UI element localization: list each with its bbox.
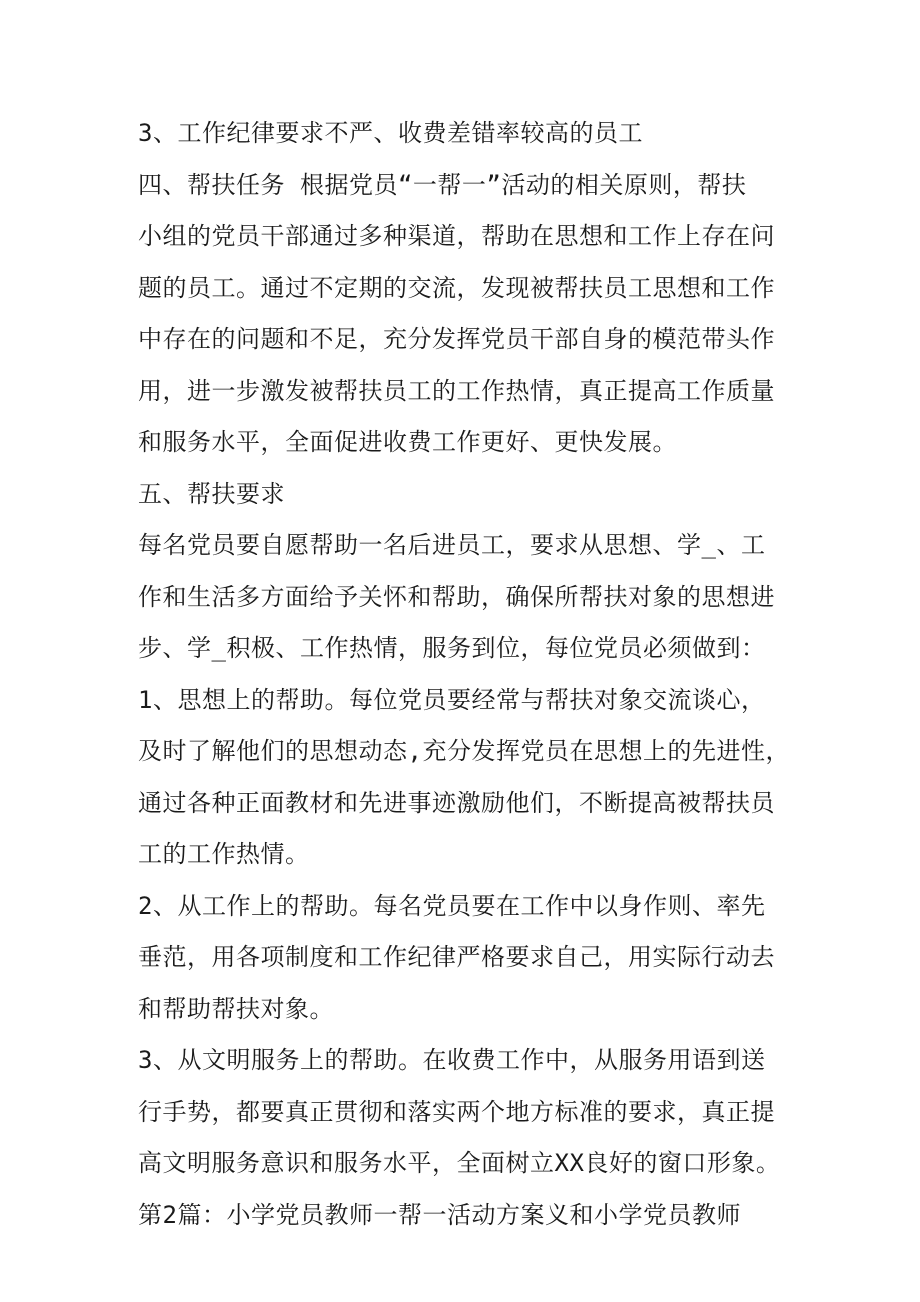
section-heading: 五、帮扶要求 [138, 479, 285, 508]
text-line: 题的员工。通过不定期的交流，发现被帮扶员工思想和工作 [138, 273, 775, 302]
text-line: 每名党员要自愿帮助一名后进员工，要求从思想、学_、工 [138, 531, 766, 559]
text-line: 步、学_积极、工作热情，服务到位，每位党员必须做到： [138, 634, 766, 662]
text-line: 垂范，用各项制度和工作纪律严格要求自己，用实际行动去 [138, 943, 775, 971]
text-line: 和服务水平，全面促进收费工作更好、更快发展。 [138, 428, 677, 456]
text-line: 第2篇：小学党员教师一帮一活动方案义和小学党员教师 [138, 1200, 741, 1229]
text-line: 通过各种正面教材和先进事迹激励他们，不断提高被帮扶员 [138, 788, 775, 817]
text-line: 中存在的问题和不足，充分发挥党员干部自身的模范带头作 [138, 325, 775, 353]
text-line: 1、思想上的帮助。每位党员要经常与帮扶对象交流谈心， [138, 685, 766, 714]
text-line: 作和生活多方面给予关怀和帮助，确保所帮扶对象的思想进 [138, 582, 775, 611]
text-line: 2、从工作上的帮助。每名党员要在工作中以身作则、率先 [138, 891, 766, 920]
text-line: 行手势，都要真正贯彻和落实两个地方标准的要求，真正提 [138, 1097, 775, 1126]
text-line: 及时了解他们的思想动态,充分发挥党员在思想上的先进性， [138, 737, 790, 765]
text-line: 工的工作热情。 [138, 840, 310, 868]
text-line: 用，进一步激发被帮扶员工的工作热情，真正提高工作质量 [138, 376, 775, 405]
text-line: 四、帮扶任务 根据党员“一帮一”活动的相关原则，帮扶 [138, 170, 747, 199]
text-line: 小组的党员干部通过多种渠道，帮助在思想和工作上存在问 [138, 222, 775, 250]
text-line: 3、从文明服务上的帮助。在收费工作中，从服务用语到送 [138, 1046, 766, 1074]
text-line: 和帮助帮扶对象。 [138, 994, 334, 1023]
text-line: 高文明服务意识和服务水平，全面树立XX良好的窗口形象。 [138, 1149, 781, 1177]
text-line: 3、工作纪律要求不严、收费差错率较高的员工 [138, 119, 643, 147]
document-body [138, 108, 798, 1241]
